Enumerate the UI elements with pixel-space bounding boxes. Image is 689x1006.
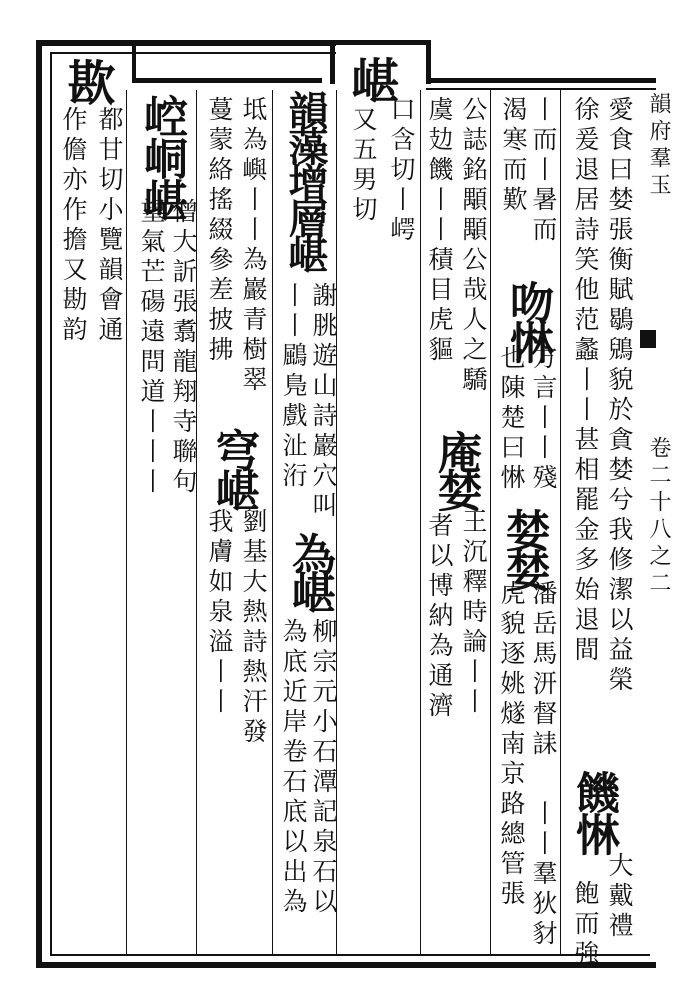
headword: 吻惏: [502, 280, 553, 360]
column-text: 蔓蒙絡搖綴參差披拂: [205, 96, 234, 366]
column-rule: [490, 90, 491, 954]
column-text: 徐爰退居詩笑他范蠡丨丨甚相罷金多始退間: [571, 96, 600, 666]
column-text: 也陳楚曰惏: [497, 344, 526, 494]
column-text: 又五男切: [349, 106, 378, 226]
frame-bottom-outer: [36, 962, 656, 968]
headword: 婪婪: [498, 508, 549, 588]
headword: 饑惏: [568, 770, 619, 854]
column-rule: [272, 90, 273, 954]
column-text: 虎貌逐姚燧南京路總管張: [497, 580, 526, 910]
column-text: 潘岳馬汧督誄: [529, 580, 558, 760]
column-text: 大戴禮: [605, 852, 634, 942]
frame-left-inner: [50, 52, 52, 956]
frame-bottom-inner: [50, 954, 650, 956]
column-text: 柳宗元小石潭記泉石以: [309, 618, 338, 918]
frame-right-tab: [640, 330, 656, 348]
column-text: 虞攰饑丨丨積目虎貙: [425, 96, 454, 366]
headword: 穹嵁: [208, 428, 259, 508]
headword: 為嵁: [284, 532, 335, 608]
column-text: 方言丨丨殘: [529, 344, 558, 494]
margin-title: 韻府羣玉: [646, 92, 671, 200]
headword: 庵婪: [430, 430, 481, 506]
frame-top-left-inner: [50, 52, 336, 54]
frame-left-outer: [36, 40, 42, 968]
column-rule: [420, 90, 421, 954]
column-text: 公誌銘顒顒公哉人之驕: [459, 96, 488, 396]
column-text: 丨丨鶌鳬戲沚洐: [279, 282, 308, 492]
column-text: 渴寒而歎: [499, 96, 528, 216]
column-text: 僧大訢張翥龍翔寺聯句: [169, 198, 198, 498]
frame-tab-left: [330, 40, 335, 84]
column-text: 我膚如泉溢丨丨: [205, 508, 234, 718]
frame-top-step-b: [132, 78, 322, 83]
headword-kan: 嵁: [343, 56, 399, 106]
column-text: 愛食曰婪張衡賦鶡鶂貌於貪婪兮我修潔以益榮: [605, 96, 634, 696]
column-text: 劉基大熱詩熱汗發: [239, 508, 268, 748]
frame-tab-top: [330, 40, 430, 45]
column-text: 王沉釋時論丨丨: [459, 508, 488, 718]
column-text: 者以博納為通濟: [425, 512, 454, 722]
column-text: 都甘切小覽韻會通: [95, 106, 124, 346]
column-text: 望氣芒碭遠問道丨丨丨: [137, 198, 166, 498]
frame-top-left: [36, 40, 336, 46]
column-text: 丨丨羣狄豺: [529, 800, 558, 950]
column-rule: [126, 90, 127, 954]
headword: 韻藻增層嵁: [282, 90, 329, 270]
column-text: 飽而強: [571, 880, 600, 970]
margin-volume: 卷二十八之二: [646, 436, 671, 598]
column-text: 謝朓遊山詩巖穴叫: [309, 282, 338, 522]
column-text: 丨而丨暑而: [529, 96, 558, 246]
column-rule: [560, 90, 561, 954]
frame-top-right-inner: [426, 88, 656, 90]
headword: 崆峒嵁: [136, 94, 187, 220]
frame-top-right: [426, 78, 656, 83]
headword-kan2: 歁: [59, 58, 115, 108]
column-text: 作儋亦作擔又勘韵: [59, 106, 88, 346]
column-text: 口含切丨崿: [387, 96, 416, 246]
column-text: 為底近岸卷石底以出為: [279, 618, 308, 918]
column-text: 坻為嶼丨丨為巖青樹翠: [239, 96, 268, 396]
frame-top-step-a: [132, 46, 136, 80]
